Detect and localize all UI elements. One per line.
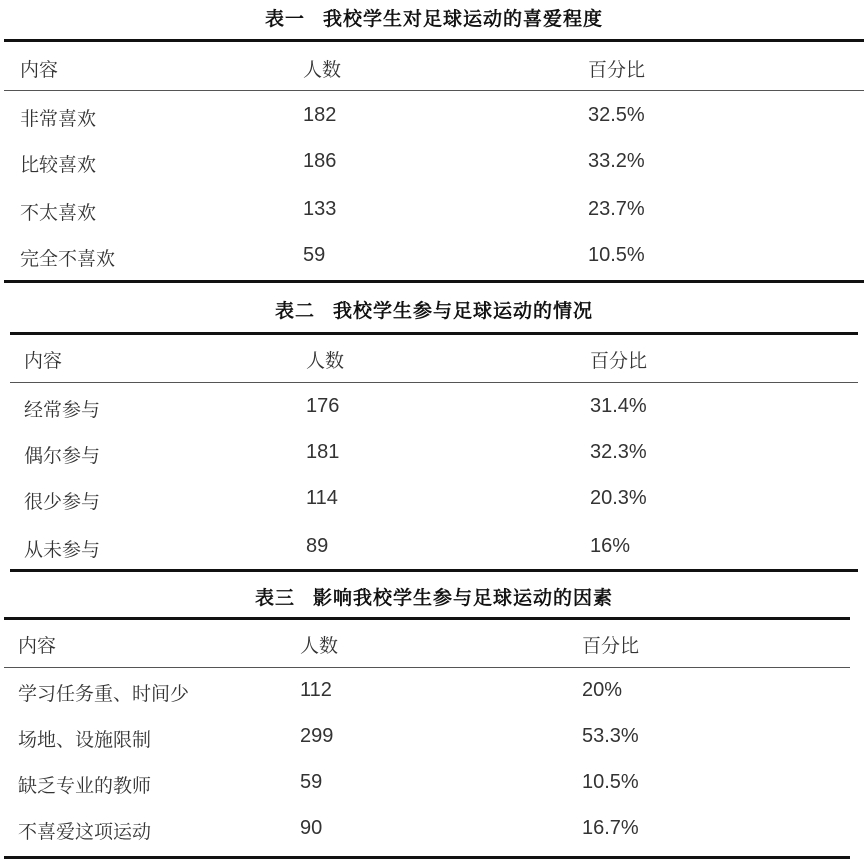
table2-caption xyxy=(0,296,868,323)
table2-row2-percent: 32.3% xyxy=(590,441,647,463)
table1-row3-content: 不太喜欢 xyxy=(20,202,97,224)
table1-header-content: 内容 xyxy=(20,59,59,81)
table2-row3-content: 很少参与 xyxy=(24,491,101,513)
table3-caption xyxy=(0,583,868,610)
table2-row1-content: 经常参与 xyxy=(24,399,101,421)
table2-header-percent: 百分比 xyxy=(590,350,648,372)
table3-row2-count: 299 xyxy=(300,725,334,747)
table2-bottom-rule xyxy=(10,569,858,572)
table1-row2-count: 186 xyxy=(303,150,337,172)
table3-row2-percent: 53.3% xyxy=(582,725,639,747)
table2-row4-count: 89 xyxy=(306,535,329,557)
table1-row1-count: 182 xyxy=(303,104,337,126)
table2-row4-percent: 16% xyxy=(590,535,631,557)
table2-header-count: 人数 xyxy=(306,350,345,372)
table2-row1-percent: 31.4% xyxy=(590,395,647,417)
table3-top-rule xyxy=(4,617,850,620)
table1-header-rule xyxy=(4,90,864,91)
table2-row2-count: 181 xyxy=(306,441,340,463)
table1-row1-percent: 32.5% xyxy=(588,104,645,126)
table1-row3-percent: 23.7% xyxy=(588,198,645,220)
table3-title: 影响我校学生参与足球运动的因素 xyxy=(313,587,614,609)
table1-top-rule xyxy=(4,39,864,42)
table1-bottom-rule xyxy=(4,280,864,283)
table1-title: 我校学生对足球运动的喜爱程度 xyxy=(323,8,604,30)
table3-row3-percent: 10.5% xyxy=(582,771,639,793)
table3-row1-count: 112 xyxy=(300,679,332,701)
table3-bottom-rule xyxy=(4,856,850,859)
table1-row4-percent: 10.5% xyxy=(588,244,645,266)
table2-title: 我校学生参与足球运动的情况 xyxy=(333,300,594,322)
table3-row2-content: 场地、设施限制 xyxy=(18,729,152,751)
table1-row4-content: 完全不喜欢 xyxy=(20,248,116,270)
table2-top-rule xyxy=(10,332,858,335)
table2-header-content: 内容 xyxy=(24,350,63,372)
table1-row2-percent: 33.2% xyxy=(588,150,645,172)
table1-row2-content: 比较喜欢 xyxy=(20,154,97,176)
table3-row4-content: 不喜爱这项运动 xyxy=(18,821,152,843)
table3-row1-content: 学习任务重、时间少 xyxy=(18,683,190,705)
table3-row4-count: 90 xyxy=(300,817,323,839)
table1-row4-count: 59 xyxy=(303,244,326,266)
table2-header-rule xyxy=(10,382,858,383)
table3-row3-count: 59 xyxy=(300,771,323,793)
table3-header-content: 内容 xyxy=(18,635,57,657)
table2-row3-count: 114 xyxy=(306,487,338,509)
table3-row4-percent: 16.7% xyxy=(582,817,639,839)
table3-row3-content: 缺乏专业的教师 xyxy=(18,775,152,797)
table1-header-count: 人数 xyxy=(303,59,342,81)
table1-caption xyxy=(0,4,868,31)
table1-header-percent: 百分比 xyxy=(588,59,646,81)
table2-row3-percent: 20.3% xyxy=(590,487,647,509)
table3-header-count: 人数 xyxy=(300,635,339,657)
table2-row2-content: 偶尔参与 xyxy=(24,445,101,467)
table3-header-rule xyxy=(4,667,850,668)
table1-row3-count: 133 xyxy=(303,198,337,220)
table2-label: 表二 xyxy=(274,300,315,322)
table2-row4-content: 从未参与 xyxy=(24,539,101,561)
table2-row1-count: 176 xyxy=(306,395,340,417)
table1-label: 表一 xyxy=(264,8,305,30)
table3-label: 表三 xyxy=(254,587,295,609)
table1-row1-content: 非常喜欢 xyxy=(20,108,97,130)
table3-header-percent: 百分比 xyxy=(582,635,640,657)
table3-row1-percent: 20% xyxy=(582,679,623,701)
